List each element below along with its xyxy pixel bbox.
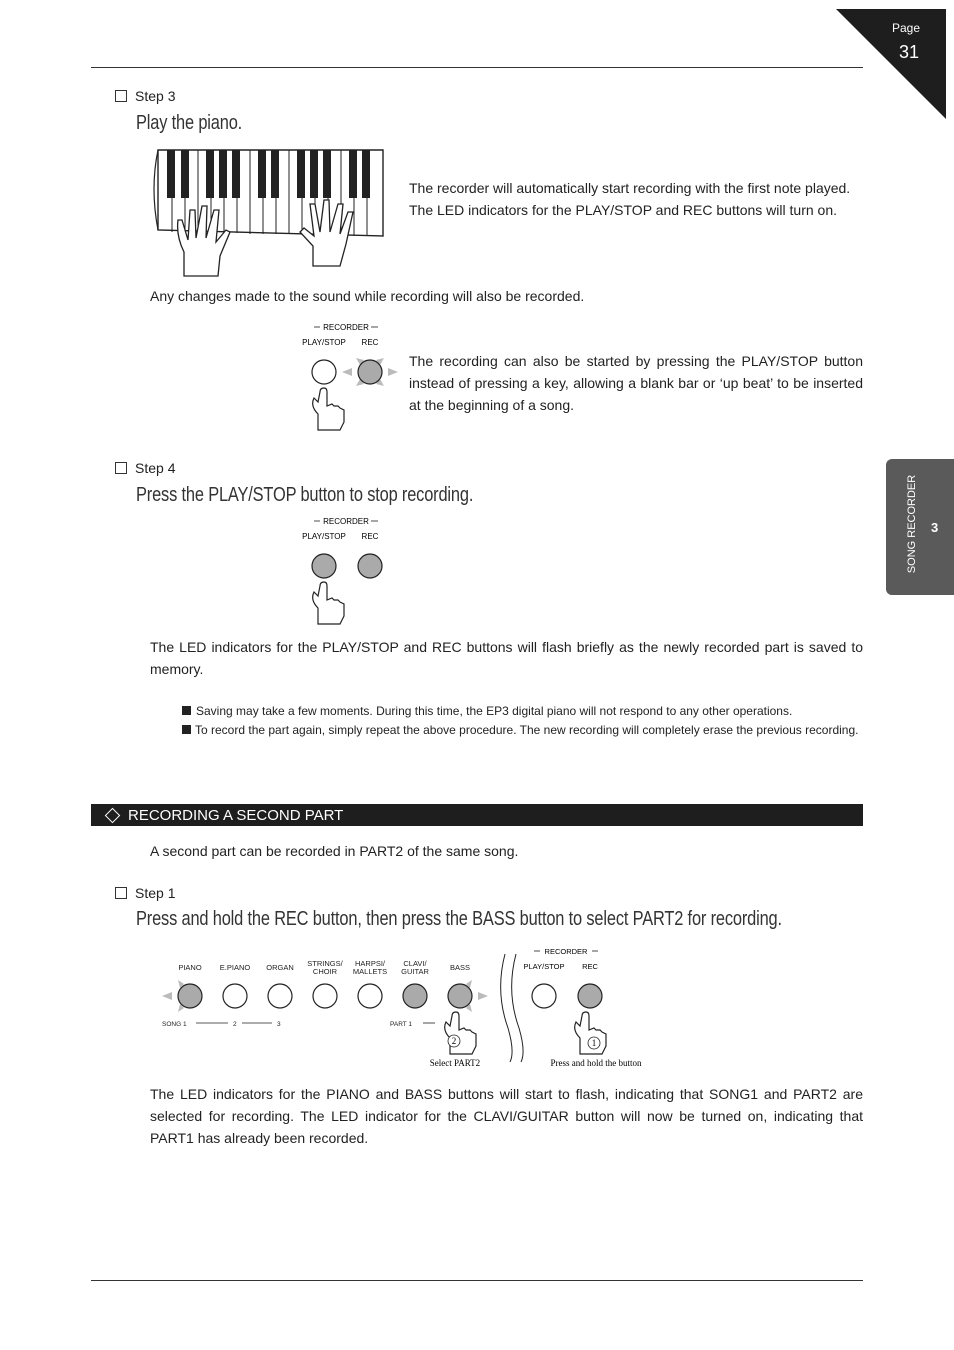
clavi-guitar-button[interactable] bbox=[403, 984, 427, 1008]
step3-text2: Any changes made to the sound while recording will also be recorded. bbox=[150, 288, 585, 304]
step4-label: Step 4 bbox=[115, 460, 175, 476]
button-label-strings-choir: STRINGS/ CHOIR bbox=[307, 959, 343, 976]
button-label-harpsi-mallets: HARPSI/ MALLETS bbox=[352, 959, 388, 976]
bass-button[interactable] bbox=[448, 984, 472, 1008]
pointing-hand-icon bbox=[313, 582, 344, 624]
strings-choir-button[interactable] bbox=[313, 984, 337, 1008]
play-stop-label: PLAY/STOP bbox=[302, 532, 346, 541]
recorder-title: RECORDER bbox=[323, 323, 369, 332]
organ-button[interactable] bbox=[268, 984, 292, 1008]
play-stop-label: PLAY/STOP bbox=[523, 962, 565, 971]
pointing-hand-icon bbox=[445, 1012, 476, 1054]
button-label-epiano: E.PIANO bbox=[219, 963, 251, 972]
rec-button[interactable] bbox=[578, 984, 602, 1008]
song1-label: SONG 1 bbox=[162, 1021, 187, 1028]
step1-label: Step 1 bbox=[115, 885, 175, 901]
step3-text1: The recorder will automatically start recording with the first note played. The LED indicators for the PLAY/STOP and REC buttons will turn on. bbox=[409, 180, 851, 218]
rec-label: REC bbox=[361, 338, 379, 347]
recorder-title: RECORDER bbox=[544, 947, 588, 956]
bottom-rule bbox=[91, 1280, 863, 1281]
step1-text1: The LED indicators for the PIANO and BASS buttons will start to flash, indicating that SONG1 and PART2 are selected for recording. The LED indicator for the CLAVI/GUITAR button will now be turned on, indicating that PART1 has already been recorded. bbox=[150, 1086, 863, 1146]
step4-heading: Press the PLAY/STOP button to stop recording. bbox=[136, 484, 474, 506]
step4-text1: The LED indicators for the PLAY/STOP and REC buttons will flash briefly as the newly recorded part is saved to memory. bbox=[150, 639, 863, 677]
step3-label: Step 3 bbox=[115, 88, 175, 104]
bullet-square-icon bbox=[182, 725, 191, 734]
button-label-organ: ORGAN bbox=[266, 963, 294, 972]
top-rule bbox=[91, 67, 863, 68]
page-corner bbox=[836, 9, 946, 119]
page-label: Page bbox=[892, 21, 921, 35]
harpsi-mallets-button[interactable] bbox=[358, 984, 382, 1008]
step3-text3: The recording can also be started by pressing the PLAY/STOP button instead of pressing a key, allowing a blank bar or ‘up beat’ to be inserted at the beginning of a song. bbox=[409, 353, 863, 413]
chapter-tab bbox=[886, 459, 954, 595]
piano-button[interactable] bbox=[178, 984, 202, 1008]
step4-note-2: To record the part again, simply repeat the above procedure. The new recording will completely erase the previous recording. bbox=[182, 721, 863, 740]
checkbox-icon bbox=[115, 462, 127, 474]
caption-select-part2: Select PART2 bbox=[429, 1058, 481, 1068]
bullet-square-icon bbox=[182, 706, 191, 715]
song2-label: 2 bbox=[233, 1021, 237, 1028]
step4-note-1: Saving may take a few moments. During this time, the EP3 digital piano will not respond to any other operations. bbox=[182, 702, 863, 721]
step1-heading: Press and hold the REC button, then press the BASS button to select PART2 for recording. bbox=[136, 908, 782, 930]
panel-illustration bbox=[150, 942, 670, 1072]
button-label-piano: PIANO bbox=[178, 963, 202, 972]
play-stop-button[interactable] bbox=[312, 360, 336, 384]
pointing-hand-icon bbox=[313, 388, 344, 430]
step-marker-1-label: 1 bbox=[591, 1038, 597, 1048]
diamond-icon bbox=[105, 807, 121, 823]
button-label-bass: BASS bbox=[449, 963, 471, 972]
rec-label: REC bbox=[582, 962, 598, 971]
rec-button[interactable] bbox=[358, 554, 382, 578]
rec-button[interactable] bbox=[358, 360, 382, 384]
section-header bbox=[91, 804, 863, 826]
page-number: 31 bbox=[899, 42, 920, 62]
part1-label: PART 1 bbox=[390, 1021, 413, 1028]
button-label-clavi-guitar: CLAVI/ GUITAR bbox=[401, 959, 429, 976]
step-marker-2-label: 2 bbox=[451, 1036, 457, 1046]
recorder-panel-step4 bbox=[298, 512, 408, 630]
rec-label: REC bbox=[361, 532, 379, 541]
step3-heading: Play the piano. bbox=[136, 112, 243, 134]
recorder-panel-step3 bbox=[298, 318, 408, 436]
chapter-tab-label: SONG RECORDER bbox=[906, 474, 918, 574]
epiano-button[interactable] bbox=[223, 984, 247, 1008]
recorder-title: RECORDER bbox=[323, 517, 369, 526]
play-stop-button[interactable] bbox=[312, 554, 336, 578]
chapter-tab-number: 3 bbox=[931, 520, 939, 535]
section-title: RECORDING A SECOND PART bbox=[128, 806, 344, 824]
caption-press-hold: Press and hold the button bbox=[550, 1058, 642, 1068]
song3-label: 3 bbox=[277, 1021, 281, 1028]
play-stop-label: PLAY/STOP bbox=[302, 338, 346, 347]
play-stop-button[interactable] bbox=[532, 984, 556, 1008]
checkbox-icon bbox=[115, 887, 127, 899]
checkbox-icon bbox=[115, 90, 127, 102]
section-intro: A second part can be recorded in PART2 of the same song. bbox=[150, 843, 519, 859]
piano-hands-illustration bbox=[148, 148, 388, 278]
